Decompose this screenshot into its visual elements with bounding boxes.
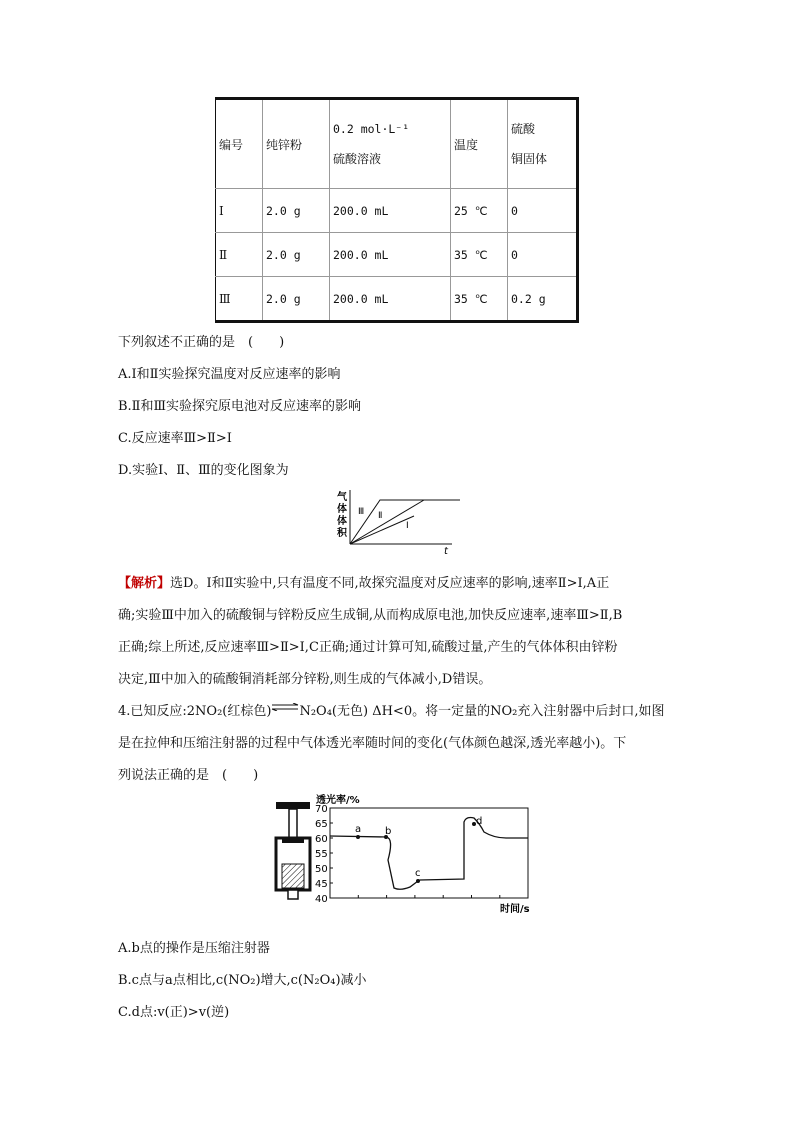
label-d: d — [476, 816, 483, 827]
label-a: a — [355, 824, 362, 835]
y-tick-label: 60 — [315, 834, 328, 845]
graph-ylabel-1: 气 — [337, 492, 347, 503]
q4-line-1: 4.已知反应:2NO₂(红棕色) N₂O₄(无色) ΔH<0。将一定量的NO₂充入注射器中后封口,如图 — [118, 700, 664, 719]
q3-option-d: D.实验Ⅰ、Ⅱ、Ⅲ的变化图象为 — [118, 463, 289, 478]
q4-option-c: C.d点:v(正)>v(逆) — [118, 1005, 230, 1020]
y-tick-label: 70 — [315, 804, 328, 815]
graph-ylabel-4: 积 — [337, 528, 347, 539]
y-tick-label: 45 — [315, 879, 328, 890]
graph-ylabel-2: 体 — [337, 504, 347, 515]
analysis-line-1: 【解析】选D。Ⅰ和Ⅱ实验中,只有温度不同,故探究温度对反应速率的影响,速率Ⅱ>Ⅰ,A正 — [118, 576, 610, 591]
chart-ylabel: 透光率/% — [316, 795, 360, 806]
q3-option-c: C.反应速率Ⅲ>Ⅱ>Ⅰ — [118, 431, 232, 446]
point-c — [416, 879, 420, 883]
analysis-tag: 【解析】 — [118, 576, 171, 591]
table-row: Ⅱ 2.0 g 200.0 mL 35 ℃ 0 — [216, 233, 578, 277]
q4-line-3: 列说法正确的是 ( ) — [118, 768, 259, 783]
table-row: Ⅲ 2.0 g 200.0 mL 35 ℃ 0.2 g — [216, 277, 578, 322]
th-cuso4: 硫酸 铜固体 — [508, 99, 578, 189]
y-tick-label: 50 — [315, 864, 328, 875]
chart-plot-frame — [330, 808, 528, 898]
th-id: 编号 — [216, 99, 263, 189]
transmittance-chart — [314, 792, 534, 916]
y-tick-label: 65 — [315, 819, 328, 830]
experiment-table — [215, 97, 579, 323]
q3-option-a: A.Ⅰ和Ⅱ实验探究温度对反应速率的影响 — [118, 367, 341, 382]
point-a — [356, 835, 360, 839]
th-zinc: 纯锌粉 — [263, 99, 330, 189]
graph-label-ii: Ⅱ — [378, 511, 383, 521]
analysis-line-3: 正确;综上所述,反应速率Ⅲ>Ⅱ>Ⅰ,C正确;通过计算可知,硫酸过量,产生的气体体积由锌粉 — [118, 640, 618, 655]
q4-line-2: 是在拉伸和压缩注射器的过程中气体透光率随时间的变化(气体颜色越深,透光率越小)。下 — [118, 736, 627, 751]
y-tick-label: 55 — [315, 849, 328, 860]
y-tick-label: 40 — [315, 894, 328, 905]
graph-ylabel-3: 体 — [337, 516, 347, 527]
table-row: Ⅰ 2.0 g 200.0 mL 25 ℃ 0 — [216, 189, 578, 233]
analysis-line-2: 确;实验Ⅲ中加入的硫酸铜与锌粉反应生成铜,从而构成原电池,加快反应速率,速率Ⅲ>Ⅱ,B — [118, 608, 623, 623]
syringe-icon — [270, 800, 316, 902]
graph-xlabel: t — [444, 546, 448, 557]
q4-option-b: B.c点与a点相比,c(NO₂)增大,c(N₂O₄)减小 — [118, 973, 367, 988]
equilibrium-arrow-icon — [271, 700, 299, 715]
graph-label-iii: Ⅲ — [358, 507, 365, 517]
volume-time-graph — [334, 488, 464, 558]
th-temp: 温度 — [451, 99, 508, 189]
q3-stem: 下列叙述不正确的是 ( ) — [118, 335, 285, 350]
graph-line-iii — [350, 500, 460, 544]
q3-option-b: B.Ⅱ和Ⅲ实验探究原电池对反应速率的影响 — [118, 399, 362, 414]
chart-xlabel: 时间/s — [500, 904, 530, 915]
th-acid: 0.2 mol·L⁻¹ 硫酸溶液 — [330, 99, 451, 189]
graph-label-i: Ⅰ — [406, 521, 409, 531]
analysis-line-4: 决定,Ⅲ中加入的硫酸铜消耗部分锌粉,则生成的气体减小,D错误。 — [118, 672, 492, 687]
label-c: c — [415, 868, 421, 879]
label-b: b — [385, 826, 392, 837]
q4-option-a: A.b点的操作是压缩注射器 — [118, 941, 270, 956]
